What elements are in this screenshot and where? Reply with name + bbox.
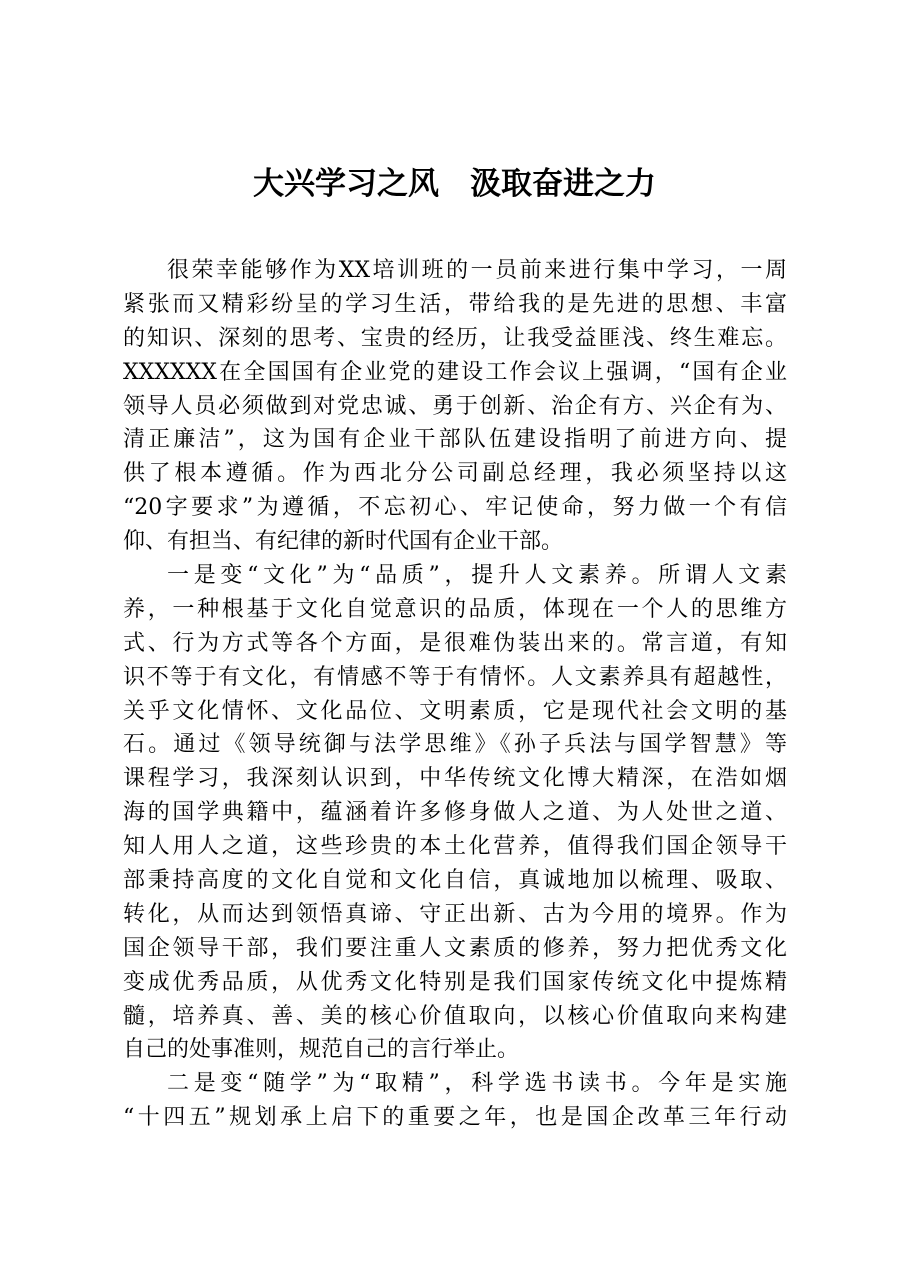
paragraph-line: 供了根本遵循。作为西北分公司副总经理，我必须坚持以这 bbox=[123, 461, 787, 487]
paragraph-line: 国企领导干部，我们要注重人文素质的修养，努力把优秀文化 bbox=[123, 935, 787, 961]
paragraph-line: 式、行为方式等各个方面，是很难伪装出来的。常言道，有知 bbox=[123, 630, 787, 656]
paragraph-line: 变成优秀品质，从优秀文化特别是我们国家传统文化中提炼精 bbox=[123, 969, 787, 995]
paragraph-line: 清正廉洁”，这为国有企业干部队伍建设指明了前进方向、提 bbox=[123, 427, 787, 453]
document-title: 大兴学习之风 汲取奋进之力 bbox=[253, 166, 656, 202]
paragraph-line: 石。通过《领导统御与法学思维》《孙子兵法与国学智慧》等 bbox=[123, 732, 787, 758]
paragraph-line: 识不等于有文化，有情感不等于有情怀。人文素养具有超越性， bbox=[123, 664, 787, 690]
paragraph-line: 关乎文化情怀、文化品位、文明素质，它是现代社会文明的基 bbox=[123, 698, 787, 724]
paragraph-line: 紧张而又精彩纷呈的学习生活，带给我的是先进的思想、丰富 bbox=[123, 291, 787, 317]
paragraph-line: 仰、有担当、有纪律的新时代国有企业干部。 bbox=[123, 529, 564, 555]
paragraph-line: “十四五”规划承上启下的重要之年，也是国企改革三年行动 bbox=[123, 1105, 787, 1131]
paragraph-line: 很荣幸能够作为XX培训班的一员前来进行集中学习，一周 bbox=[167, 258, 787, 283]
paragraph-line: 一是变“文化”为“品质”，提升人文素养。所谓人文素 bbox=[167, 563, 787, 589]
paragraph-line: 知人用人之道，这些珍贵的本土化营养，值得我们国企领导干 bbox=[123, 834, 787, 860]
paragraph-line: 髓，培养真、善、美的核心价值取向，以核心价值取向来构建 bbox=[123, 1003, 787, 1029]
paragraph-line: 领导人员必须做到对党忠诚、勇于创新、治企有方、兴企有为、 bbox=[123, 393, 787, 419]
paragraph-line: 部秉持高度的文化自觉和文化自信，真诚地加以梳理、吸取、 bbox=[123, 868, 787, 894]
paragraph-line: 海的国学典籍中，蕴涵着许多修身做人之道、为人处世之道、 bbox=[123, 800, 787, 826]
paragraph-line: 自己的处事准则，规范自己的言行举止。 bbox=[123, 1037, 520, 1063]
paragraph-line: 二是变“随学”为“取精”，科学选书读书。今年是实施 bbox=[167, 1071, 787, 1097]
paragraph-line: “20字要求”为遵循，不忘初心、牢记使命，努力做一个有信 bbox=[123, 495, 787, 521]
paragraph-line: 课程学习，我深刻认识到，中华传统文化博大精深，在浩如烟 bbox=[123, 766, 787, 792]
document-body bbox=[123, 254, 787, 1135]
paragraph-line: 转化，从而达到领悟真谛、守正出新、古为今用的境界。作为 bbox=[123, 901, 787, 927]
paragraph-line: 养，一种根基于文化自觉意识的品质，体现在一个人的思维方 bbox=[123, 596, 787, 622]
paragraph-line: XXXXXX在全国国有企业党的建设工作会议上强调，“国有企业 bbox=[123, 359, 787, 385]
paragraph-line: 的知识、深刻的思考、宝贵的经历，让我受益匪浅、终生难忘。 bbox=[123, 325, 787, 351]
